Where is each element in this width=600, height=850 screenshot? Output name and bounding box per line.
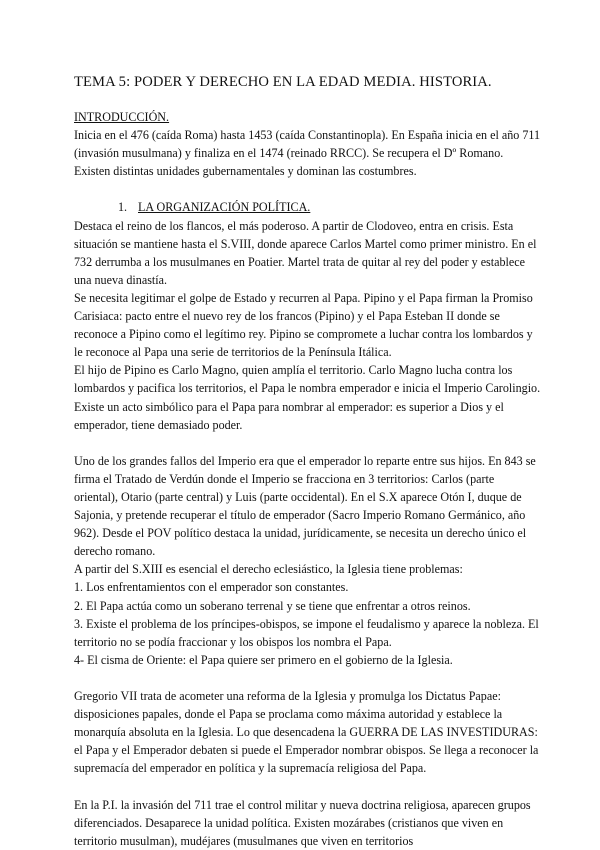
paragraph: A partir del S.XIII es esencial el derecho eclesiástico, la Iglesia tiene problemas: [74,562,463,577]
section-heading [74,198,541,216]
problem-item: 1. Los enfrentamientos con el emperador son constantes. [74,580,349,595]
document-body [74,108,541,850]
paragraph: Uno de los grandes fallos del Imperio era que el emperador lo reparte entre sus hijos. En 843 se firma el Tratado de Verdún donde el Imperio se fracciona en 3 territorios: Carlos (parte oriental), Otario (parte central) y Luis (parte occidental). En el S.X aparece Otón I, duque de Sajonia, y pretende recuperar el título de emperador (Sacro Imperio Romano Germánico, año 962). Desde el POV político destaca la unidad, jurídicamente, se necesita un derecho único el derecho romano. [74,453,536,559]
paragraph: En la P.I. la invasión del 711 trae el control militar y nueva doctrina religiosa, aparecen grupos diferenciados. Desaparece la unidad política. Existen mozárabes (cristianos que viven en territorio musulman), mudéjares (musulmanes que viven en territorios [74,797,531,848]
spacer [74,180,541,198]
spacer [74,434,541,452]
paragraph: El hijo de Pipino es Carlo Magno, quien amplía el territorio. Carlo Magno lucha contra los lombardos y pacifica los territorios, el Papa le nombra emperador e inicia el Imperio Carolingio. Existe un acto simbólico para el Papa para nombrar al emperador: es superior a Dios y el emperador, tiene demasiado poder. [74,363,541,432]
problem-item: 4- El cisma de Oriente: el Papa quiere ser primero en el gobierno de la Iglesia. [74,652,453,667]
document-title: TEMA 5: PODER Y DERECHO EN LA EDAD MEDIA. HISTORIA. [74,74,492,90]
spacer [74,669,541,687]
problem-item: 3. Existe el problema de los príncipes-obispos, se impone el feudalismo y aparece la nobleza. El territorio no se podía fraccionar y los obispos los nombra el Papa. [74,616,539,649]
intro-heading: INTRODUCCIÓN. [74,110,170,124]
paragraph: Destaca el reino de los flancos, el más poderoso. A partir de Clodoveo, entra en crisis. Esta situación se mantiene hasta el S.VIII, donde aparece Carlos Martel como primer ministro. En el 732 derrumba a los musulmanes en Poatier. Martel trata de quitar al rey del poder y establece una nueva dinastía. [74,218,537,287]
paragraph: Se necesita legitimar el golpe de Estado y recurren al Papa. Pipino y el Papa firman la Promiso Carisiaca: pacto entre el nuevo rey de los francos (Pipino) y el Papa Esteban II donde se reconoce a Pipino como el legítimo rey. Pipino se compromete a luchar contra los lombardos y le reconoce al Papa una serie de territorios de la Península Itálica. [74,290,533,360]
section-heading-text: LA ORGANIZACIÓN POLÍTICA. [138,200,311,215]
spacer [74,777,541,795]
paragraph: Gregorio VII trata de acometer una reforma de la Iglesia y promulga los Dictatus Papae: disposiciones papales, donde el Papa se proclama como máxima autoridad y establece la monarquía absoluta en la Iglesia. Lo que desencadena la GUERRA DE LAS INVESTIDURAS: el Papa y el Emperador debaten si puede el Emperador nombrar obispos. Se llega a reconocer la supremacía del emperador en política y la supremacía religiosa del Papa. [74,689,539,776]
intro-paragraph: Inicia en el 476 (caída Roma) hasta 1453 (caída Constantinopla). En España inicia en el año 711 (invasión musulmana) y finaliza en el 1474 (reinado RRCC). Se recupera el Dº Romano. Existen distintas unidades gubernamentales y dominan las costumbres. [74,128,541,179]
problem-item: 2. El Papa actúa como un soberano terrenal y se tiene que enfrentar a otros reinos. [74,598,471,613]
section-number: 1. [118,200,128,215]
